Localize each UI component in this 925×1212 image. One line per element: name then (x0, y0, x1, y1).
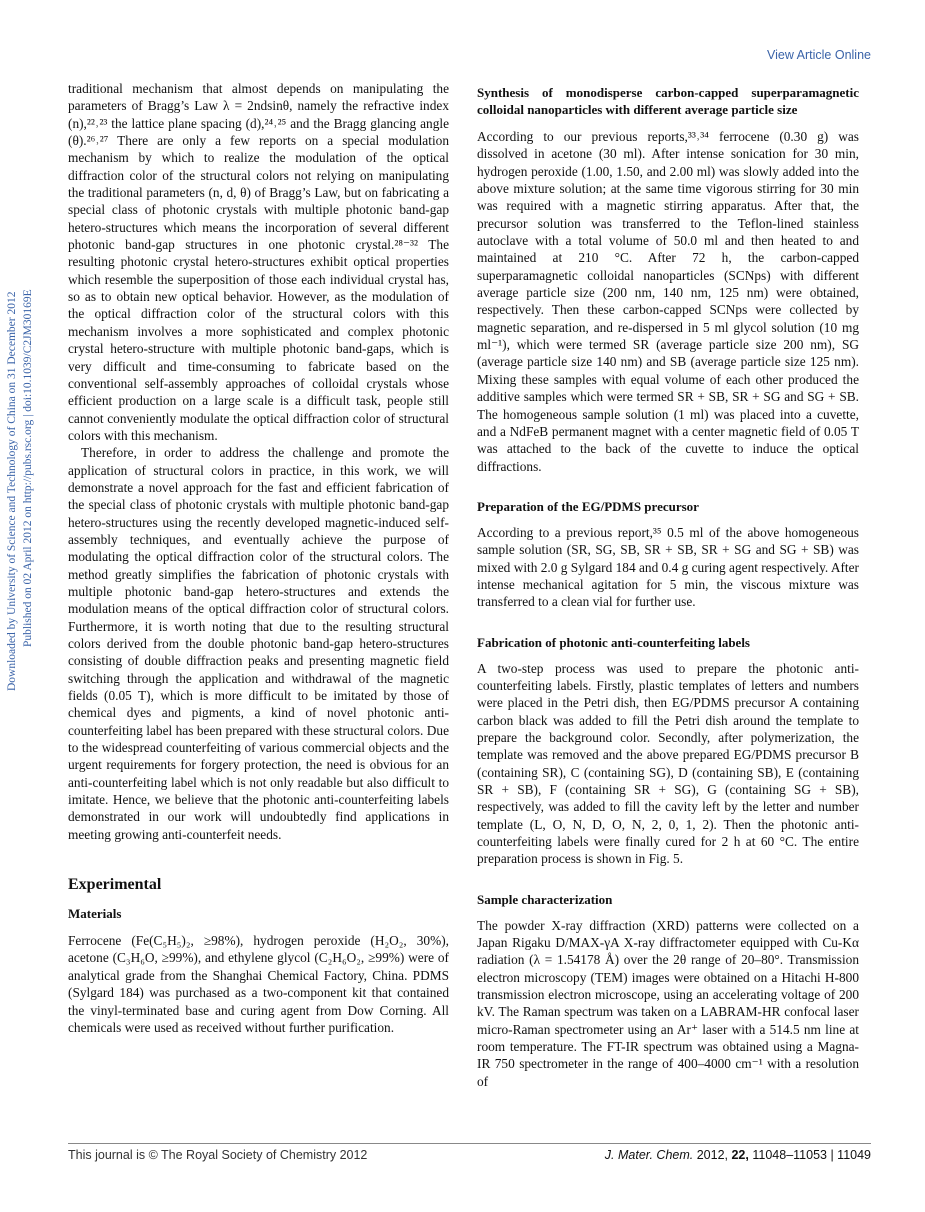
footer-year: 2012, (696, 1148, 728, 1162)
footer-pages: 11048–11053 | 11049 (752, 1148, 871, 1162)
subsection-title-synthesis: Synthesis of monodisperse carbon-capped superparamagnetic colloidal nanoparticles with different average particle size (477, 85, 859, 117)
footer-journal: J. Mater. Chem. (604, 1148, 694, 1162)
subsection-title-characterization: Sample characterization (477, 891, 613, 907)
footer-divider (68, 1143, 871, 1144)
left-column (68, 80, 449, 1036)
subsection-title-labels: Fabrication of photonic anti-counterfeiting labels (477, 634, 750, 650)
paragraph-bragg: traditional mechanism that almost depends on manipulating the parameters of Bragg’s Law λ = 2ndsinθ, namely the refractive index (n),²²˒²³ the lattice plane spacing (d),²⁴˒²⁵ and the Bragg glancing angle (θ).²⁶˒²⁷ There are only a few reports on a special modulation mechanism by which to realize the modulation of the optical diffraction color of the structural colors not relying on manipulating the traditional parameters (n, d, θ) of Bragg’s Law, but on fabricating a special class of photonic crystals with multiple photonic band-gap hetero-structures which means the incorporation of several different photonic band-gap structures in one photonic crystal.²⁸⁻³² The resulting photonic crystal hetero-structures exhibit optical properties which resemble the superposition of those each individual crystal has, so as to obtain new optical behavior. However, as the modulation of the optical diffraction color of the structural colors with this mechanism involves a more sophisticated and complex photonic crystal hetero-structure with multiple photonic band-gaps, which is very difficult and time-consuming to fabricate based on the conventional self-assembly approaches of colloidal crystals whose efficient production on a large scale is a difficult task, people still cannot conveniently modulate the optical diffraction color of structural colors with this mechanism. (68, 81, 449, 443)
view-article-online-link[interactable]: View Article Online (767, 48, 871, 62)
paragraph-therefore: Therefore, in order to address the challenge and promote the application of structural colors in practice, in this work, we will demonstrate a novel approach for the fast and efficient fabrication of the special class of photonic crystals with multiple photonic band-gap hetero-structures using the recently developed magnetic-induced self-assembly techniques, and eventually achieve the purpose of modulating the optical diffraction color of the structural colors. The method greatly simplifies the fabrication of photonic crystals with multiple photonic band-gap hetero-structures and extends the modulation means of the optical diffraction color of structural colors. Furthermore, it is worth noting that due to the resulting structural colors derived from the double photonic band-gap hetero-structures consisting of double diffraction peaks and presenting magnetic field switching through the application and withdrawal of the magnetic fields (0.05 T), which is more difficult to be imitated by those of chemical dyes and pigments, a kind of novel photonic anti-counterfeiting label has been prepared with these structural colors. Due to the widespread counterfeiting of various commercial objects and the urgent requirements for forgery protection, the need is obvious for an anti-counterfeiting label which is not only readable but also difficult to imitate. Hence, we believe that the photonic anti-counterfeiting labels demonstrated in our work will undoubtedly find applications in meeting growing anti-counterfeit needs. (68, 445, 449, 842)
paragraph-characterization: The powder X-ray diffraction (XRD) patterns were collected on a Japan Rigaku D/MAX-γA X-ray diffractometer equipped with Cu-Kα radiation (λ = 1.54178 Å) over the 2θ range of 20–80°. Transmission electron microscopy (TEM) images were obtained on a Hitachi H-800 transmission electron microscope, using an accelerating voltage of 200 kV. The Raman spectrum was taken on a LABRAM-HR confocal laser micro-Raman spectrometer using an Ar⁺ laser with a 514.5 nm line at room temperature. The FT-IR spectrum was obtained using a Magna-IR 750 spectrometer in the range of 400–4000 cm⁻¹ with a resolution of (477, 917, 859, 1089)
paragraph-synthesis: According to our previous reports,³³˒³⁴ ferrocene (0.30 g) was dissolved in acetone (30 ml). After intense sonication for 30 min, hydrogen peroxide (1.00, 1.50, and 2.00 ml) was slowly added into the above mixture solution; at the same time vigorous stirring for 30 min was required with a magnetic stirring apparatus. After that, the precursor solution was transferred to the Teflon-lined stainless autoclave with a total volume of 50.0 ml and then heated to and maintained at 210 °C. After 72 h, the carbon-capped superparamagnetic colloidal nanoparticles (SCNps) with different average particle size (200 nm, 140 nm, 125 nm) were obtained, respectively. Then these carbon-capped SCNps were collected by magnetic separation, and re-dispersed in 5 ml glycol solution (10 mg ml⁻¹), which were termed SR (average particle size 200 nm), SG (average particle size 140 nm) and SB (average particle size 125 nm). Mixing these samples with equal volume of each other produced the additive samples which were termed SR + SB, SR + SG and SG + SB. The homogeneous sample solution (1 ml) was placed into a cuvette, and a NdFeB permanent magnet with a center magnetic field of 0.05 T was attached to the back of the cuvette to induce the optical diffractions. (477, 129, 859, 474)
subsection-title-egpdms: Preparation of the EG/PDMS precursor (477, 498, 699, 514)
paragraph-labels: A two-step process was used to prepare the photonic anti-counterfeiting labels. Firstly, plastic templates of letters and numbers were placed in the Petri dish, then EG/PDMS precursor A containing carbon black was added to fill the Petri dish around the template to prepare the background color. Secondly, after polymerization, the template was removed and the above prepared EG/PDMS precursor B (containing SR), C (containing SG), D (containing SB), E (containing SR + SB), F (containing SR + SG), G (containing SG + SB), respectively, was added to fill the cavity left by the letter and number template (L, O, N, D, O, N, 2, 0, 1, 2). Then the photonic anti-counterfeiting labels were finally cured for 2 h at 60 °C. The entire preparation process is shown in Fig. 5. (477, 660, 859, 867)
sidebar-doi-line: Published on 02 April 2012 on http://pubs.rsc.org | doi:10.1039/C2JM30169E (22, 289, 34, 647)
right-column (477, 84, 859, 1090)
sidebar-download-line: Downloaded by University of Science and Technology of China on 31 December 2012 (6, 291, 18, 691)
paragraph-egpdms: According to a previous report,³⁵ 0.5 ml of the above homogeneous sample solution (SR, SG, SB, SR + SB, SR + SG and SG + SB) was mixed with 2.0 g Sylgard 184 and 0.4 g curing agent respectively. After intense mechanical agitation for 5 min, the viscous mixture was transferred to a clean vial for further use. (477, 524, 859, 610)
footer-citation (605, 1148, 871, 1162)
section-title-experimental: Experimental (68, 876, 162, 894)
footer-volume: 22, (731, 1148, 749, 1162)
subsection-title-materials: Materials (68, 906, 122, 922)
paragraph-materials: Ferrocene (Fe(C₅H₅)₂, ≥98%), hydrogen peroxide (H₂O₂, 30%), acetone (C₃H₆O, ≥99%), and ethylene glycol (C₂H₆O₂, ≥99%) were of analytical grade from the Shanghai Chemical Factory, China. PDMS (Sylgard 184) was purchased as a two-component kit that contained the vinyl-terminated base and curing agent from Dow Corning. All chemicals were used as received without further purification. (68, 933, 449, 1035)
footer-copyright: This journal is © The Royal Society of Chemistry 2012 (68, 1148, 368, 1162)
